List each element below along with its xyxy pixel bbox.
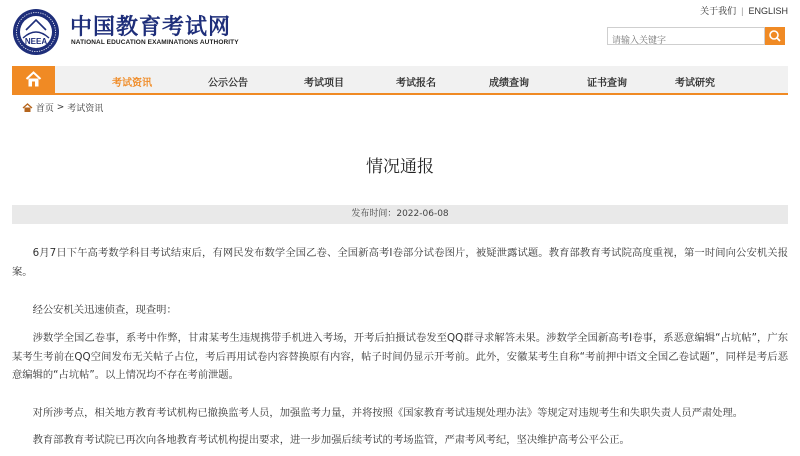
article-paragraph: 涉数学全国乙卷事，系考中作弊，甘肃某考生违规携带手机进入考场，开考后拍摄试卷发至QQ群寻求解答未果。涉数学全国新高考Ⅰ卷事，系恶意编辑“占坑帖”，广东某考生考前在QQ空间发布无关帖子占位，考后再用试卷内容替换原有内容，帖子时间仍显示开考前。此外，安徽某考生自称“考前押中语文全国乙卷试题”，同样是考后恶意编辑的“占坑帖”。以上情况均不存在考前泄题。 <box>12 332 788 381</box>
home-icon <box>12 66 55 93</box>
site-header <box>0 0 800 62</box>
article-title: 情况通报 <box>366 157 434 177</box>
svg-text:NEEA: NEEA <box>24 37 48 46</box>
home-small-icon <box>22 103 33 113</box>
breadcrumb-current[interactable]: 考试资讯 <box>67 104 104 114</box>
about-us-link[interactable]: 关于我们 <box>700 6 737 16</box>
publish-date: 2022-06-08 <box>396 209 449 219</box>
article-paragraph: 对所涉考点，相关地方教育考试机构已撤换监考人员，加强监考力量，并将按照《国家教育考试违规处理办法》等规定对违规考生和失职失责人员严肃处理。 <box>32 407 744 419</box>
breadcrumb-home[interactable]: 首页 <box>35 104 54 114</box>
search-button[interactable] <box>765 27 785 45</box>
main-nav <box>12 66 788 95</box>
neea-logo[interactable] <box>12 8 60 56</box>
article-paragraph: 6月7日下午高考数学科目考试结束后，有网民发布数学全国乙卷、全国新高考Ⅰ卷部分试卷图片，被疑泄露试题。教育部教育考试院高度重视，第一时间向公安机关报案。 <box>12 247 788 278</box>
nav-item-certificate-query[interactable]: 证书查询 <box>587 78 627 89</box>
publish-date-label: 发布时间： <box>351 209 397 219</box>
nav-item-score-query[interactable]: 成绩查询 <box>489 78 529 89</box>
brand-name-cn: 中国教育考试网 <box>70 15 232 40</box>
article-paragraph: 经公安机关迅速侦查，现查明： <box>32 304 177 316</box>
breadcrumb-separator: > <box>56 102 65 113</box>
search-icon <box>765 27 785 45</box>
top-links <box>700 4 788 17</box>
search-input[interactable] <box>612 34 762 48</box>
brand-name-en: NATIONAL EDUCATION EXAMINATIONS AUTHORITY <box>71 39 239 46</box>
nav-item-exam-projects[interactable]: 考试项目 <box>304 78 344 89</box>
article-paragraph: 教育部教育考试院已再次向各地教育考试机构提出要求，进一步加强后续考试的考场监管，严肃考风考纪，坚决维护高考公平公正。 <box>32 434 630 446</box>
nav-item-registration[interactable]: 考试报名 <box>396 78 436 89</box>
nav-home-button[interactable] <box>12 66 55 93</box>
breadcrumb <box>22 101 103 114</box>
search-box <box>607 27 765 45</box>
link-separator: | <box>741 6 744 16</box>
nav-item-news[interactable]: 考试资讯 <box>112 78 152 89</box>
nav-item-announcements[interactable]: 公示公告 <box>208 78 248 89</box>
publish-date-bar <box>12 205 788 224</box>
english-link[interactable]: ENGLISH <box>748 6 788 16</box>
nav-item-research[interactable]: 考试研究 <box>675 78 715 89</box>
